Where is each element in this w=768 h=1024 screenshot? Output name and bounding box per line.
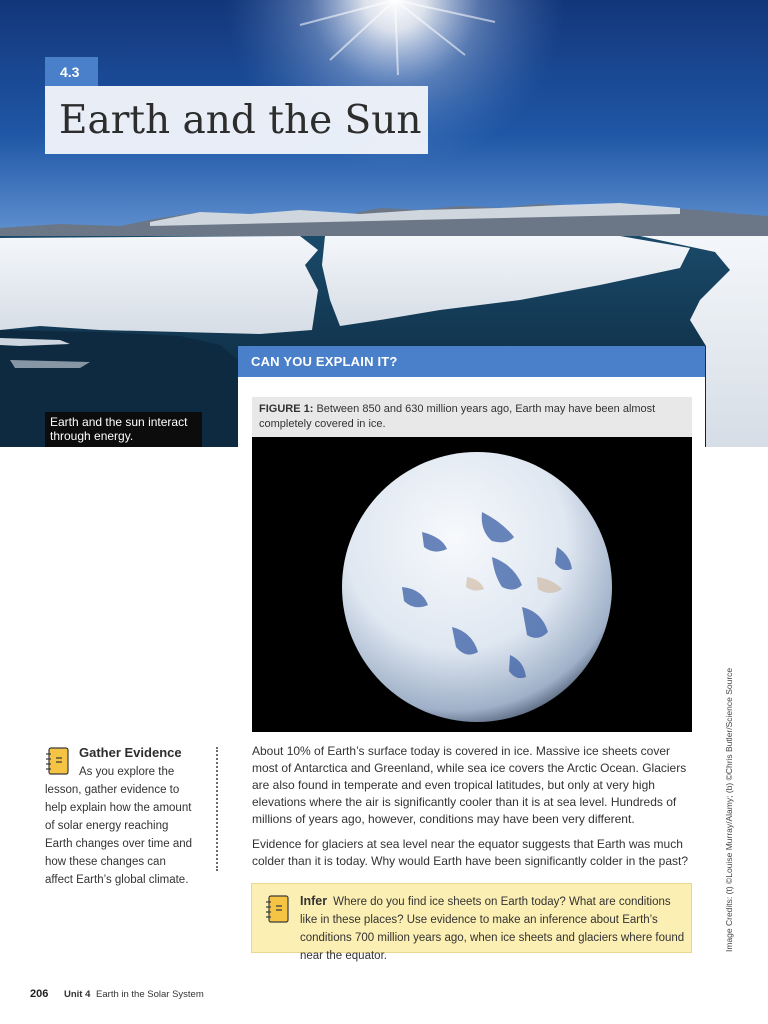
lesson-number: 4.3	[45, 57, 98, 86]
page-number: 206	[30, 988, 49, 1000]
figure-caption-text: Between 850 and 630 million years ago, Earth may have been almost completely covered in ice.	[259, 403, 656, 430]
lesson-title: Earth and the Sun	[45, 86, 428, 154]
gather-evidence-title: Gather Evidence	[79, 745, 182, 760]
notebook-icon	[265, 895, 289, 923]
footer-unit-label: Unit 4	[64, 989, 91, 1000]
ice-floe-left	[0, 236, 318, 334]
figure-label: FIGURE 1:	[259, 403, 314, 415]
infer-text: Where do you find ice sheets on Earth today? What are conditions like in these places? Use evidence to make an inference about Earth’s conditions 700 million years ago, when ice sheets and glaciers where found near the equator.	[300, 896, 685, 962]
frozen-earth-globe	[252, 437, 692, 732]
image-credits: Image Credits: (t) ©Louise Murray/Alamy; (b) ©Chris Butler/Science Source	[724, 667, 734, 952]
footer-unit	[64, 989, 204, 1000]
snowball-earth-image	[252, 437, 692, 732]
explain-banner: CAN YOU EXPLAIN IT?	[238, 346, 705, 377]
figure-caption	[252, 397, 692, 437]
body-paragraph-2: Evidence for glaciers at sea level near the equator suggests that Earth was much colder than it is today. Why would Earth have been significantly colder in the past?	[252, 837, 689, 868]
gather-evidence-text: As you explore the lesson, gather evidence to help explain how the amount of solar energy reaching Earth changes over time and how these changes can affect Earth’s global climate.	[45, 766, 193, 886]
hero-caption: Earth and the sun interact through energy.	[45, 412, 202, 447]
infer-label: Infer	[300, 894, 328, 908]
infer-text-block	[300, 892, 688, 965]
footer-unit-title: Earth in the Solar System	[96, 989, 204, 1000]
body-paragraph-1: About 10% of Earth’s surface today is covered in ice. Massive ice sheets cover most of Antarctica and Greenland, while sea ice covers the Arctic Ocean. Glaciers are also found in temperate and even tropical latitudes, but only at very high elevations where the air is significantly cooler than it is at sea level. Hundreds of millions of years ago, however, conditions may have been very different.	[252, 744, 687, 826]
dotted-divider	[216, 747, 218, 871]
